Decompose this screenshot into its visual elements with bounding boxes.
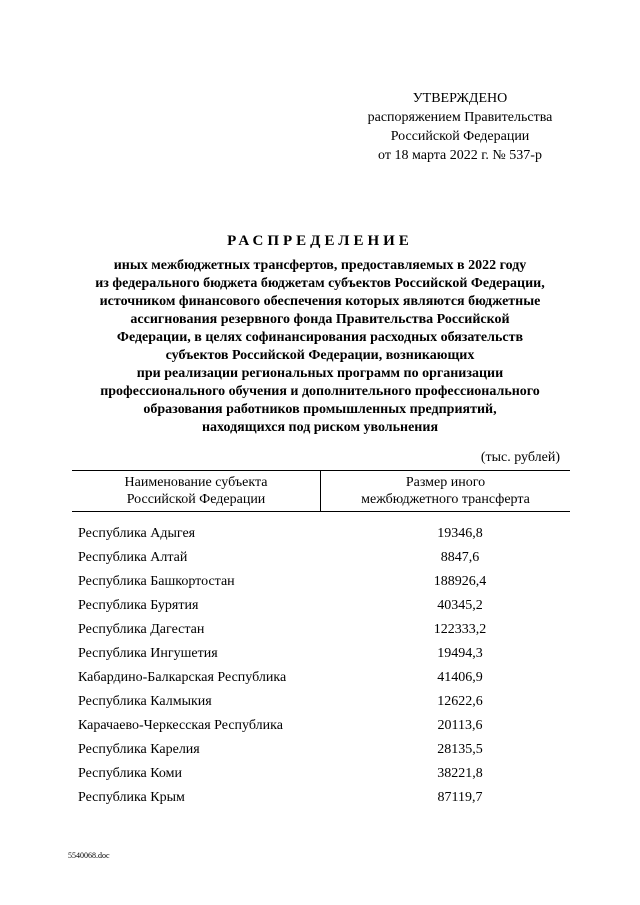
header-amount-line: межбюджетного трансферта [361, 492, 530, 507]
header-amount-line: Размер иного [405, 475, 486, 490]
row-amount: 8847,6 [440, 550, 480, 565]
document-title: РАСПРЕДЕЛЕНИЕ [227, 233, 413, 249]
row-subject: Республика Адыгея [78, 526, 196, 541]
header-subject-line: Наименование субъекта [124, 475, 268, 490]
table-row [78, 522, 570, 546]
row-amount: 41406,9 [437, 670, 483, 685]
row-subject: Республика Калмыкия [78, 694, 212, 709]
file-footer: 5540068.doc [68, 851, 110, 860]
row-subject: Республика Карелия [78, 742, 200, 757]
approval-line-order: распоряжением Правительства [367, 110, 553, 125]
subtitle-line: находящихся под риском увольнения [201, 420, 439, 435]
subtitle-line: источником финансового обеспечения которых являются бюджетные [99, 294, 541, 309]
table-row [78, 738, 570, 762]
row-subject: Республика Бурятия [78, 598, 199, 613]
subtitle-line: образования работников промышленных предприятий, [143, 402, 497, 417]
subtitle-line: ассигнования резервного фонда Правительства Российской [130, 312, 510, 327]
row-subject: Республика Ингушетия [78, 646, 218, 661]
row-amount: 188926,4 [433, 574, 487, 589]
row-amount: 38221,8 [437, 766, 483, 781]
table-row [78, 786, 570, 810]
table-row [78, 642, 570, 666]
subtitle-line: при реализации региональных программ по организации [136, 366, 504, 381]
table-header [72, 470, 570, 512]
table-row [78, 690, 570, 714]
header-transfer-amount [321, 471, 570, 511]
document-subtitle [60, 257, 580, 437]
row-amount: 122333,2 [433, 622, 487, 637]
approval-heading: УТВЕРЖДЕНО [412, 91, 508, 106]
table-row [78, 570, 570, 594]
row-amount: 28135,5 [437, 742, 483, 757]
row-subject: Республика Алтай [78, 550, 188, 565]
row-subject: Кабардино-Балкарская Республика [78, 670, 287, 685]
row-subject: Республика Крым [78, 790, 185, 805]
row-subject: Республика Башкортостан [78, 574, 235, 589]
table-body [78, 522, 570, 810]
header-subject-line: Российской Федерации [126, 492, 266, 507]
table-row [78, 714, 570, 738]
table-row [78, 594, 570, 618]
row-amount: 87119,7 [437, 790, 483, 805]
table-row [78, 666, 570, 690]
subtitle-line: Федерации, в целях софинансирования расходных обязательств [116, 330, 524, 345]
row-amount: 19494,3 [437, 646, 483, 661]
table-row [78, 546, 570, 570]
units-label: (тыс. рублей) [480, 450, 560, 465]
subtitle-line: профессионального обучения и дополнительного профессионального [100, 384, 540, 399]
row-subject: Карачаево-Черкесская Республика [78, 718, 283, 733]
subtitle-line: из федерального бюджета бюджетам субъектов Российской Федерации, [95, 276, 545, 291]
row-amount: 12622,6 [437, 694, 483, 709]
header-subject-name [72, 471, 321, 511]
row-subject: Республика Дагестан [78, 622, 205, 637]
approval-line-date: от 18 марта 2022 г. № 537-р [378, 148, 542, 163]
subtitle-line: субъектов Российской Федерации, возникающих [165, 348, 475, 363]
row-amount: 20113,6 [437, 718, 483, 733]
row-subject: Республика Коми [78, 766, 182, 781]
row-amount: 40345,2 [437, 598, 483, 613]
approval-block [340, 89, 580, 165]
subtitle-line: иных межбюджетных трансфертов, предоставляемых в 2022 году [113, 258, 527, 273]
approval-line-federation: Российской Федерации [390, 129, 530, 144]
table-row [78, 618, 570, 642]
row-amount: 19346,8 [437, 526, 483, 541]
table-row [78, 762, 570, 786]
